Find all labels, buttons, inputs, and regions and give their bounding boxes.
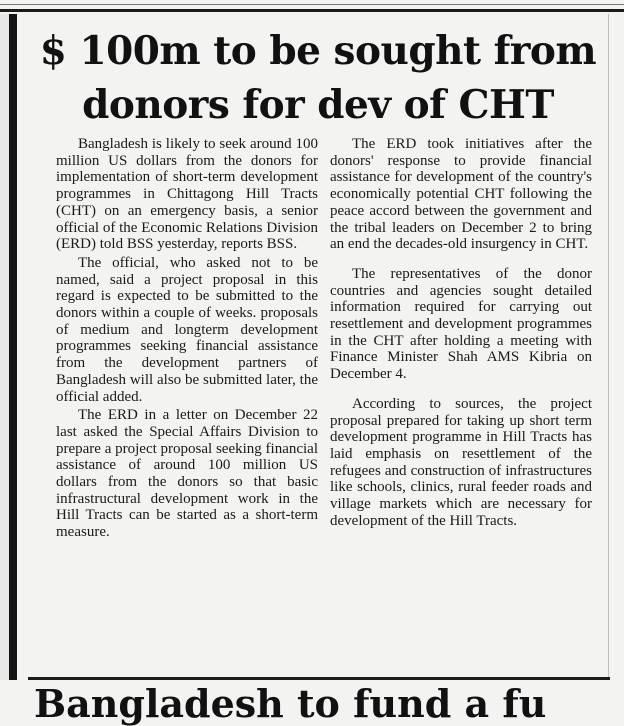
paragraph: The ERD took initiatives after the donors' response to provide financial assistance for development of the country's economically potential CHT following the peace accord between the government and the tribal leaders on December 2 to bring an end the decades-old insurgency in CHT.: [330, 136, 592, 253]
left-column-rule: [9, 14, 17, 680]
article-column-left: [56, 136, 318, 554]
paragraph: The official, who asked not to be named, said a project proposal in this regard is expected to be submitted to the donors within a couple of weeks. proposals of medium and longterm development programmes seeking financial assistance from the development partners of Bangladesh will also be submitted later, the official added.: [56, 254, 318, 405]
next-article-headline: Bangladesh to fund a fu: [34, 681, 547, 726]
right-column-rule: [608, 14, 609, 680]
top-rule: [0, 0, 624, 12]
adjacent-column-strip: [0, 14, 9, 680]
paragraph: The representatives of the donor countries and agencies sought detailed information required for carrying out resettlement and development programmes in the CHT after holding a meeting with Finance Minister Shah AMS Kibria on December 4.: [330, 265, 592, 383]
paragraph: The ERD in a letter on December 22 last asked the Special Affairs Division to prepare a project proposal seeking financial assistance of around 100 million US dollars from the donors so that basic infrastructural development work in the Hill Tracts can be started as a short-term measure.: [56, 407, 318, 541]
paragraph: Bangladesh is likely to seek around 100 million US dollars from the donors for implementation of short-term development programmes in Chittagong Hill Tracts (CHT) on an emergency basis, a senior official of the Economic Relations Division (ERD) told BSS yesterday, reports BSS.: [56, 136, 318, 253]
bottom-rule: [28, 677, 610, 680]
headline-line-2: donors for dev of CHT: [82, 82, 554, 128]
article-column-right: [330, 136, 592, 542]
paragraph: According to sources, the project proposal prepared for taking up short term development programme in Hill Tracts has laid emphasis on resettlement of the refugees and construction of infrastructures like schools, clinics, rural feeder roads and village markets which are necessary for development of the Hill Tracts.: [330, 395, 592, 529]
headline-line-1: $ 100m to be sought from: [39, 28, 597, 74]
article-headline: [32, 24, 604, 132]
